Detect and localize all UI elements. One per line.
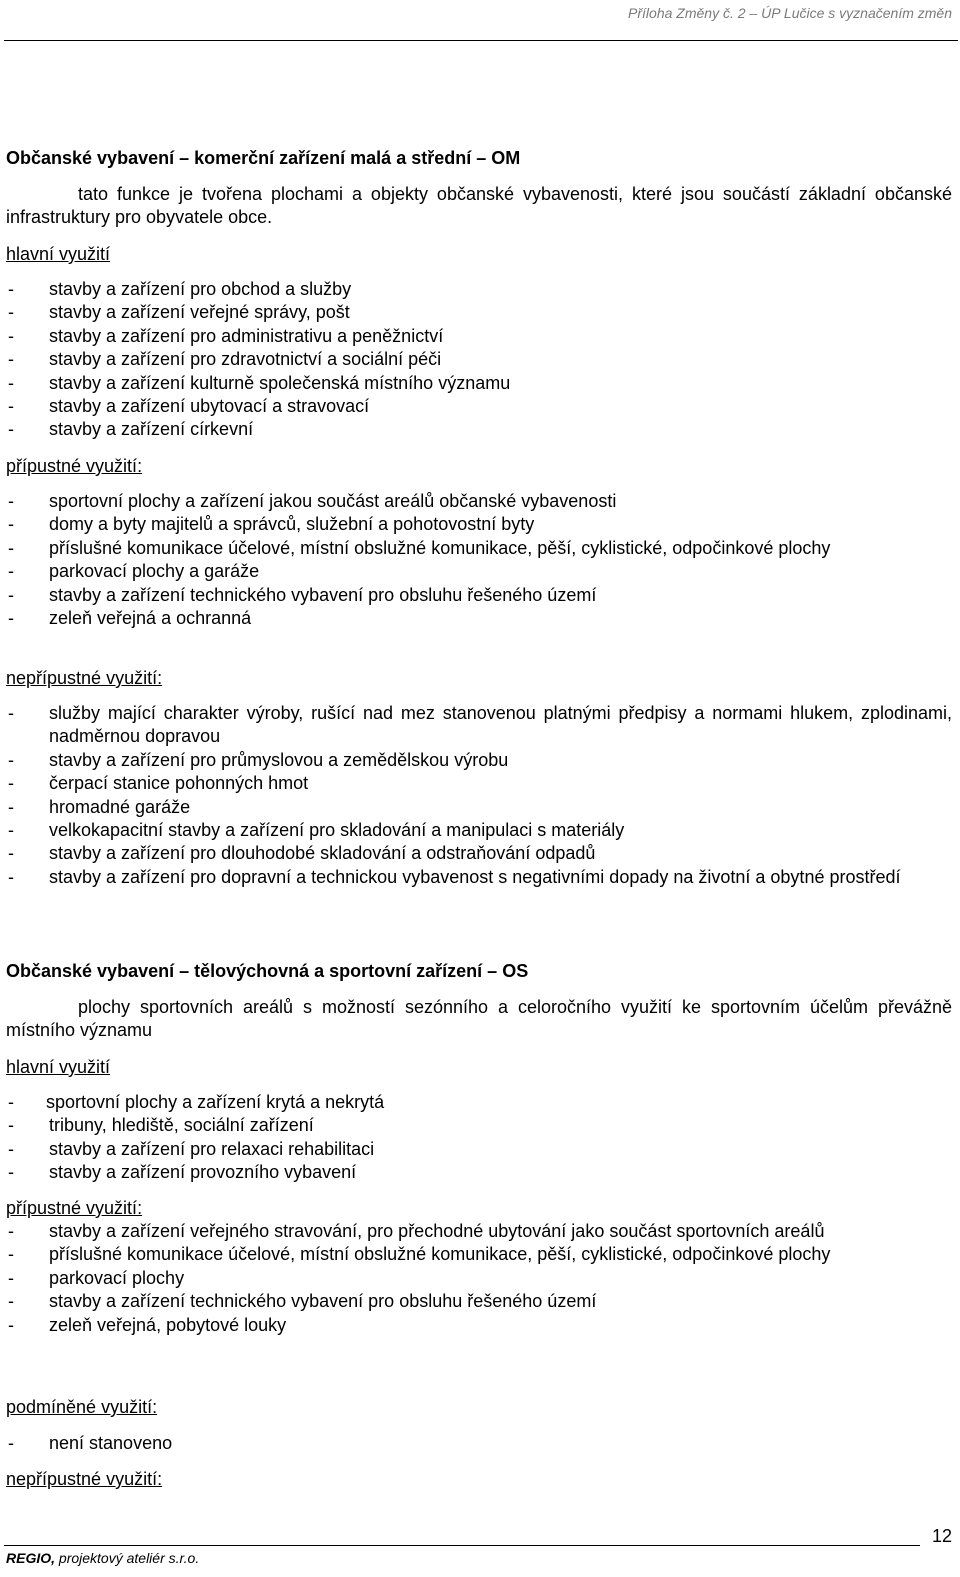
section-os-allowed-label-wrap — [6, 1197, 952, 1220]
section-os-main-label: hlavní využití — [6, 1057, 111, 1077]
list-item: - stavby a zařízení pro obchod a služby — [6, 278, 952, 301]
list-item: - velkokapacitní stavby a zařízení pro skladování a manipulaci s materiály — [6, 819, 952, 842]
list-item: - sportovní plochy a zařízení krytá a nekrytá — [6, 1091, 952, 1114]
section-om-main-label: hlavní využití — [6, 244, 111, 264]
section-os-forbidden-label-wrap — [6, 1468, 952, 1491]
section-om-main-label-wrap — [6, 243, 952, 266]
section-om-forbidden-list — [6, 702, 952, 889]
document-footer — [6, 1547, 199, 1570]
section-os-main-list — [6, 1091, 952, 1185]
section-om-title: Občanské vybavení – komerční zařízení malá a střední – OM — [6, 148, 521, 168]
list-item: - příslušné komunikace účelové, místní obslužné komunikace, pěší, cyklistické, odpočinkové plochy — [6, 1243, 952, 1266]
list-item: - příslušné komunikace účelové, místní obslužné komunikace, pěší, cyklistické, odpočinkové plochy — [6, 537, 952, 560]
section-os-title: Občanské vybavení – tělovýchovná a sportovní zařízení – OS — [6, 961, 529, 981]
list-item: - stavby a zařízení pro zdravotnictví a sociální péči — [6, 348, 952, 371]
section-os-allowed-list — [6, 1220, 952, 1337]
list-item: - parkovací plochy — [6, 1267, 952, 1290]
list-item: - stavby a zařízení provozního vybavení — [6, 1161, 952, 1184]
list-item: - stavby a zařízení technického vybavení pro obsluhu řešeného území — [6, 584, 952, 607]
list-item: - služby mající charakter výroby, rušící nad mez stanovenou platnými předpisy a normami hlukem, zplodinami, nadměrnou dopravou — [6, 702, 952, 749]
list-item: - zeleň veřejná a ochranná — [6, 607, 952, 630]
list-item: - stavby a zařízení ubytovací a stravovací — [6, 395, 952, 418]
list-item: - stavby a zařízení pro administrativu a peněžnictví — [6, 325, 952, 348]
list-item: - stavby a zařízení pro dopravní a technickou vybavenost s negativními dopady na životní a obytné prostředí — [6, 866, 952, 889]
section-om-forbidden-label: nepřípustné využití: — [6, 668, 163, 688]
footer-company: REGIO, — [6, 1550, 56, 1566]
list-item: - tribuny, hlediště, sociální zařízení — [6, 1114, 952, 1137]
list-item: - stavby a zařízení církevní — [6, 418, 952, 441]
section-om-allowed-list — [6, 490, 952, 630]
header-divider — [4, 40, 958, 41]
list-item: - stavby a zařízení veřejného stravování, pro přechodné ubytování jako součást sportovních areálů — [6, 1220, 952, 1243]
section-os-forbidden-label: nepřípustné využití: — [6, 1469, 163, 1489]
section-os-conditional-label-wrap — [6, 1396, 952, 1419]
section-om-intro: tato funkce je tvořena plochami a objekty občanské vybavenosti, které jsou součástí základní občanské infrastruktury pro obyvatele obce. — [6, 184, 952, 228]
section-os-main-label-wrap — [6, 1056, 952, 1079]
footer-divider — [4, 1545, 920, 1546]
list-item: - stavby a zařízení technického vybavení pro obsluhu řešeného území — [6, 1290, 952, 1313]
footer-company-rest: projektový ateliér s.r.o. — [55, 1550, 200, 1566]
section-om-allowed-label-wrap — [6, 455, 952, 478]
section-os-conditional-list — [6, 1432, 952, 1455]
section-om-main-list — [6, 278, 952, 442]
section-os-allowed-label: přípustné využití: — [6, 1198, 143, 1218]
list-item: - stavby a zařízení pro relaxaci rehabilitaci — [6, 1138, 952, 1161]
list-item: - není stanoveno — [6, 1432, 952, 1455]
list-item: - čerpací stanice pohonných hmot — [6, 772, 952, 795]
section-os-intro: plochy sportovních areálů s možností sezónního a celoročního využití ke sportovním účelům převážně místního významu — [6, 997, 952, 1041]
list-item: - hromadné garáže — [6, 796, 952, 819]
document-header: Příloha Změny č. 2 – ÚP Lučice s vyznačením změn — [628, 5, 952, 21]
list-item: - stavby a zařízení pro dlouhodobé skladování a odstraňování odpadů — [6, 842, 952, 865]
page-number: 12 — [931, 1526, 952, 1546]
list-item: - stavby a zařízení veřejné správy, pošt — [6, 301, 952, 324]
section-os-conditional-label: podmíněné využití: — [6, 1397, 158, 1417]
list-item: - zeleň veřejná, pobytové louky — [6, 1314, 952, 1337]
section-om-forbidden-label-wrap — [6, 667, 952, 690]
list-item: - stavby a zařízení pro průmyslovou a zemědělskou výrobu — [6, 749, 952, 772]
list-item: - parkovací plochy a garáže — [6, 560, 952, 583]
list-item: - sportovní plochy a zařízení jakou součást areálů občanské vybavenosti — [6, 490, 952, 513]
section-om-allowed-label: přípustné využití: — [6, 456, 143, 476]
list-item: - stavby a zařízení kulturně společenská místního významu — [6, 372, 952, 395]
list-item: - domy a byty majitelů a správců, služební a pohotovostní byty — [6, 513, 952, 536]
